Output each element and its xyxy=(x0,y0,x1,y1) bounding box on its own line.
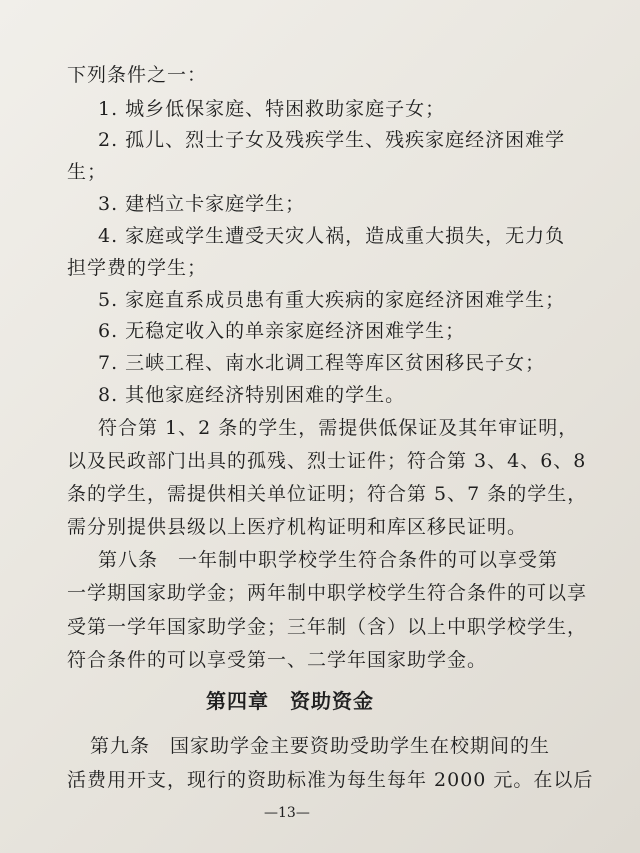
article-8-line: 符合条件的可以享受第一、二学年国家助学金。 xyxy=(67,649,488,671)
article-9-line: 第九条 国家助学金主要资助受助学生在校期间的生 xyxy=(90,735,551,757)
article-9-line: 活费用开支，现行的资助标准为每生每年 2000 元。在以后 xyxy=(67,769,594,791)
list-item: 6. 无稳定收入的单亲家庭经济困难学生； xyxy=(98,320,466,342)
chapter-heading: 第四章 资助资金 xyxy=(206,689,374,713)
paragraph-line: 条的学生，需提供相关单位证明；符合第 5、7 条的学生， xyxy=(67,483,588,505)
paragraph-line: 需分别提供县级以上医疗机构证明和库区移民证明。 xyxy=(67,516,528,538)
article-8-line: 受第一学年国家助学金；三年制（含）以上中职学校学生， xyxy=(67,616,588,638)
article-8-line: 第八条 一年制中职学校学生符合条件的可以享受第 xyxy=(98,549,559,571)
paragraph-line: 以及民政部门出具的孤残、烈士证件；符合第 3、4、6、8 xyxy=(67,450,587,472)
list-item: 8. 其他家庭经济特别困难的学生。 xyxy=(98,384,406,406)
list-item: 4. 家庭或学生遭受天灾人祸，造成重大损失，无力负 xyxy=(98,225,566,247)
page-number: —13— xyxy=(264,805,310,821)
text-line: 下列条件之一： xyxy=(67,64,208,86)
list-item: 1. 城乡低保家庭、特困救助家庭子女； xyxy=(98,98,446,120)
paragraph-line: 符合第 1、2 条的学生，需提供低保证及其年审证明， xyxy=(98,417,579,439)
article-8-line: 一学期国家助学金；两年制中职学校学生符合条件的可以享 xyxy=(67,582,588,604)
list-item: 7. 三峡工程、南水北调工程等库区贫困移民子女； xyxy=(98,352,546,374)
text-line: 担学费的学生； xyxy=(67,257,208,279)
list-item: 2. 孤儿、烈士子女及残疾学生、残疾家庭经济困难学 xyxy=(98,129,566,151)
list-item: 5. 家庭直系成员患有重大疾病的家庭经济困难学生； xyxy=(98,289,566,311)
list-item: 3. 建档立卡家庭学生； xyxy=(98,193,306,215)
text-line: 生； xyxy=(67,161,108,183)
